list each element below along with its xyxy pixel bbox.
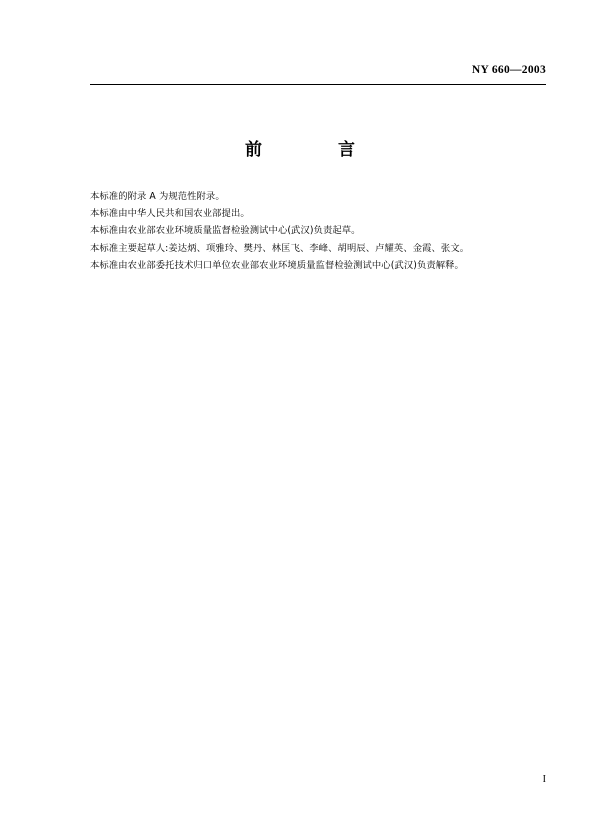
page-number: I — [542, 774, 546, 785]
paragraph: 本标准的附录 A 为规范性附录。 — [90, 191, 225, 202]
paragraph: 本标准由中华人民共和国农业部提出。 — [90, 208, 250, 220]
standard-number: NY 660—2003 — [471, 64, 546, 76]
paragraph: 本标准由农业部委托技术归口单位农业部农业环境质量监督检验测试中心(武汉)负责解释。 — [90, 259, 464, 271]
paragraph: 本标准由农业部农业环境质量监督检验测试中心(武汉)负责起草。 — [90, 225, 361, 237]
page-title: 前 言 — [245, 140, 369, 160]
header-rule — [90, 84, 546, 85]
paragraph: 本标准主要起草人:姜达炳、项雅玲、樊丹、林匡飞、李峰、胡明辰、卢耀英、金霞、张文。 — [90, 242, 470, 254]
foreword-body — [90, 188, 530, 274]
